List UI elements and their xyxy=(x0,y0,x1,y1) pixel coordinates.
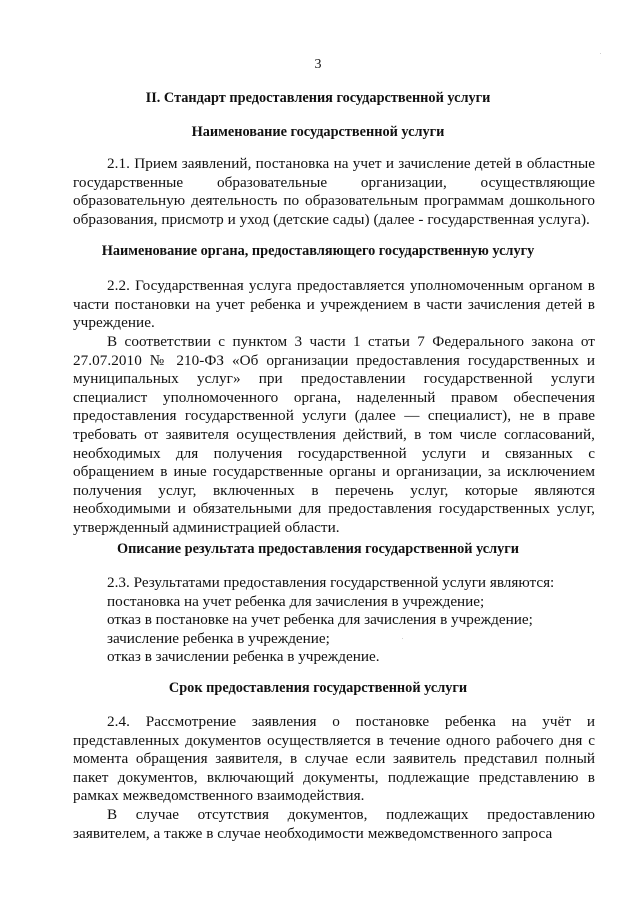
result-list xyxy=(73,574,595,667)
paragraph-federal-law: В соответствии с пунктом 3 части 1 статьи 7 Федерального закона от 27.07.2010 № 210-ФЗ «Об организации предоставления государственных и муниципальных услуг» при предоставлении государственной услуги специалист уполномоченного органа, наделенный правом обеспечения предоставления государственной услуги (далее — специалист), не в праве требовать от заявителя осуществления действий, в том числе согласований, необходимых для получения государственной услуги и связанных с обращением в иные государственные органы и организации, за исключением получения услуг, включенных в перечень услуг, которые являются необходимыми и обязательными для предоставления государственных услуг, утвержденный администрацией области. xyxy=(73,333,595,536)
paragraph-2-2: 2.2. Государственная услуга предоставляется уполномоченным органом в части постановки на учет ребенка и учреждением в части зачисления детей в учреждение. xyxy=(73,277,595,332)
section-title: II. Стандарт предоставления государственной услуги xyxy=(145,90,491,106)
list-item: постановка на учет ребенка для зачисления в учреждение; xyxy=(107,592,485,610)
heading-authority-name: Наименование органа, предоставляющего государственную услугу xyxy=(101,243,535,259)
heading-result-description: Описание результата предоставления государственной услуги xyxy=(116,541,520,557)
list-item: зачисление ребенка в учреждение; xyxy=(107,629,330,647)
scan-speck xyxy=(402,638,403,639)
paragraph-2-4: 2.4. Рассмотрение заявления о постановке ребенка на учёт и представленных документов осуществляется в течение одного рабочего дня с момента обращения заявителя, в случае если заявитель представил полный пакет документов, включающий документы, подлежащие представлению в рамках межведомственного взаимодействия. xyxy=(73,713,595,805)
list-item: 2.3. Результатами предоставления государственной услуги являются: xyxy=(107,574,555,591)
list-item: отказ в постановке на учет ребенка для зачисления в учреждение; xyxy=(107,611,533,629)
paragraph-absence-of-documents: В случае отсутствия документов, подлежащих предоставлению заявителем, а также в случае необходимости межведомственного запроса xyxy=(73,806,595,842)
heading-service-term: Срок предоставления государственной услуги xyxy=(168,680,468,696)
paragraph-2-1: 2.1. Прием заявлений, постановка на учет и зачисление детей в областные государственные образовательные организации, осуществляющие образовательную деятельность по образовательным программам дошкольного образования, присмотр и уход (детские сады) (далее - государственная услуга). xyxy=(73,155,595,228)
scan-speck xyxy=(600,53,601,54)
list-item: отказ в зачислении ребенка в учреждение. xyxy=(107,648,380,666)
heading-service-name: Наименование государственной услуги xyxy=(191,124,445,140)
page-number: 3 xyxy=(314,57,322,72)
